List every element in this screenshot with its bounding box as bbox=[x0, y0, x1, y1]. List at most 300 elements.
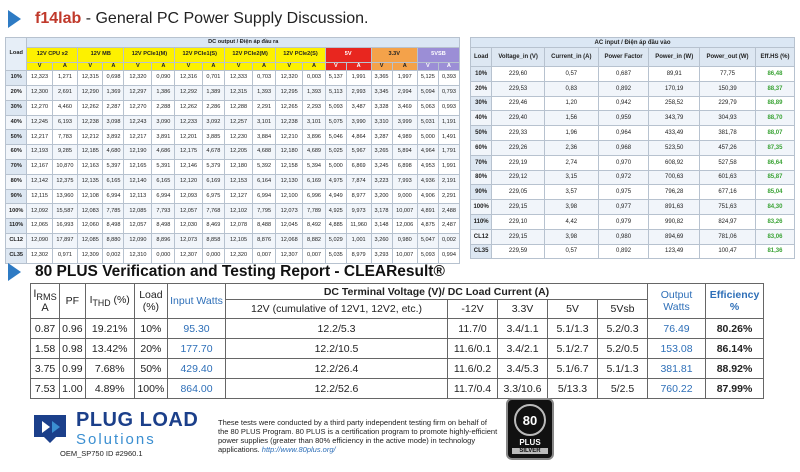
ac-cell: 229,53 bbox=[492, 81, 545, 96]
ac-cell: 700,63 bbox=[649, 170, 700, 185]
plus-link[interactable]: http://www.80plus.org/ bbox=[261, 445, 336, 454]
ac-cell: 86,64 bbox=[755, 155, 794, 170]
dc-cell: 3,098 bbox=[103, 115, 124, 130]
dc-cell: 13,960 bbox=[52, 189, 77, 204]
dc-va-header: A bbox=[103, 62, 124, 71]
dc-cell: 12,297 bbox=[124, 86, 152, 101]
ac-col-header: Current_in (A) bbox=[544, 48, 598, 67]
dc-cell: 12,375 bbox=[52, 174, 77, 189]
dc-cell: 4,949 bbox=[325, 189, 346, 204]
dc-cell: 0,000 bbox=[202, 248, 225, 263]
dc-cell: 3,310 bbox=[371, 115, 392, 130]
dc-cell: 4,875 bbox=[417, 219, 438, 234]
irms-header bbox=[31, 284, 60, 319]
plug-load-logo bbox=[30, 403, 200, 463]
dc-cell: 2,291 bbox=[438, 189, 459, 204]
dc-va-header: A bbox=[392, 62, 417, 71]
dc-cell: 7,789 bbox=[303, 204, 326, 219]
dc-cell: 8,492 bbox=[303, 219, 326, 234]
dc-cell: 5,046 bbox=[325, 130, 346, 145]
dc-cell: 2,488 bbox=[438, 204, 459, 219]
dc-cell: 12,045 bbox=[276, 219, 303, 234]
dc-row-load: 40% bbox=[6, 115, 27, 130]
dc-cell: 0,971 bbox=[52, 248, 77, 263]
report-cell: 381.81 bbox=[648, 359, 706, 379]
ac-title: AC input / Điện áp đầu vào bbox=[471, 38, 795, 48]
report-cell: 80.26% bbox=[706, 319, 764, 339]
dc-cell: 4,686 bbox=[152, 145, 175, 160]
dc-cell: 12,085 bbox=[78, 234, 103, 249]
ac-cell: 0,57 bbox=[544, 244, 598, 259]
report-cell: 0.96 bbox=[60, 319, 86, 339]
ac-cell: 229,46 bbox=[492, 96, 545, 111]
dc-cell: 6,869 bbox=[346, 160, 371, 175]
ac-cell: 0,959 bbox=[598, 111, 649, 126]
ac-cell: 229,40 bbox=[492, 111, 545, 126]
badge-plus: PLUS bbox=[519, 438, 541, 447]
dc-cell: 12,102 bbox=[225, 204, 253, 219]
ac-cell: 0,942 bbox=[598, 96, 649, 111]
dc-cell: 12,180 bbox=[276, 145, 303, 160]
report-cell: 5.1/1.3 bbox=[548, 319, 598, 339]
dc-cell: 11,960 bbox=[346, 219, 371, 234]
dc-cell: 12,060 bbox=[78, 219, 103, 234]
report-cell: 5/2.5 bbox=[598, 379, 648, 399]
report-cell: 19.21% bbox=[85, 319, 134, 339]
ithd-header bbox=[85, 284, 134, 319]
dc-table-row bbox=[6, 130, 460, 145]
dc-table-row bbox=[6, 145, 460, 160]
dc-table-row bbox=[6, 234, 460, 249]
dc-va-header: A bbox=[346, 62, 371, 71]
logo-line2: Solutions bbox=[76, 431, 156, 448]
ac-cell: 0,970 bbox=[598, 155, 649, 170]
ac-cell: 3,15 bbox=[544, 170, 598, 185]
dc-cell: 3,990 bbox=[346, 115, 371, 130]
dc-table-row bbox=[6, 86, 460, 101]
report-cell: 12.2/5.3 bbox=[226, 319, 448, 339]
dc-cell: 10,870 bbox=[52, 160, 77, 175]
report-cell: 100% bbox=[134, 379, 167, 399]
dc-cell: 12,073 bbox=[276, 204, 303, 219]
dc-cell: 2,691 bbox=[52, 86, 77, 101]
forum-title bbox=[35, 10, 368, 28]
dc-cell: 3,896 bbox=[303, 130, 326, 145]
dc-cell: 12,233 bbox=[175, 115, 202, 130]
ac-col-header: Power_in (W) bbox=[649, 48, 700, 67]
dc-cell: 12,245 bbox=[27, 115, 52, 130]
dc-cell: 5,093 bbox=[325, 100, 346, 115]
dc-cell: 15,587 bbox=[52, 204, 77, 219]
ac-cell: 0,977 bbox=[598, 200, 649, 215]
dc-cell: 1,386 bbox=[152, 86, 175, 101]
report-cell: 5.1/1.3 bbox=[598, 359, 648, 379]
ac-cell: 601,63 bbox=[700, 170, 756, 185]
dc-cell: 0,002 bbox=[438, 234, 459, 249]
dc-va-header: A bbox=[438, 62, 459, 71]
ac-cell: 3,98 bbox=[544, 200, 598, 215]
report-cell: 12.2/26.4 bbox=[226, 359, 448, 379]
dc-cell: 5,035 bbox=[325, 248, 346, 263]
col-m12v-header: -12V bbox=[448, 300, 498, 319]
dc-cell: 12,165 bbox=[124, 160, 152, 175]
ac-cell: 381,78 bbox=[700, 126, 756, 141]
dc-cell: 1,991 bbox=[438, 160, 459, 175]
dc-cell: 12,265 bbox=[276, 100, 303, 115]
load-label: Load bbox=[139, 289, 163, 301]
dc-cell: 4,891 bbox=[417, 204, 438, 219]
logo-line1: PLUG LOAD bbox=[76, 409, 199, 431]
dc-cell: 1,491 bbox=[438, 130, 459, 145]
dc-cell: 12,316 bbox=[175, 71, 202, 86]
dc-cell: 12,310 bbox=[124, 248, 152, 263]
dc-cell: 8,880 bbox=[103, 234, 124, 249]
report-cell: 88.92% bbox=[706, 359, 764, 379]
dc-cell: 6,898 bbox=[392, 160, 417, 175]
dc-cell: 9,285 bbox=[52, 145, 77, 160]
dc-cell: 12,193 bbox=[27, 145, 52, 160]
ac-cell: 0,57 bbox=[544, 67, 598, 82]
dc-cell: 6,169 bbox=[202, 174, 225, 189]
dc-cell: 12,142 bbox=[27, 174, 52, 189]
dc-cell: 1,791 bbox=[438, 145, 459, 160]
ac-cell: 0,964 bbox=[598, 126, 649, 141]
ac-cell: 677,16 bbox=[700, 185, 756, 200]
dc-cell: 2,191 bbox=[438, 174, 459, 189]
report-cell: 20% bbox=[134, 339, 167, 359]
dc-cell: 12,307 bbox=[276, 248, 303, 263]
report-table bbox=[30, 283, 764, 399]
dc-cell: 8,498 bbox=[152, 219, 175, 234]
dc-cell: 12,185 bbox=[78, 145, 103, 160]
title-label: - General PC Power Supply Discussion. bbox=[81, 10, 369, 27]
irms-sub: RMS bbox=[36, 292, 57, 303]
dc-cell: 9,973 bbox=[346, 204, 371, 219]
dc-cell: 5,063 bbox=[417, 100, 438, 115]
badge-level: SILVER bbox=[512, 448, 548, 454]
load-header bbox=[134, 284, 167, 319]
report-cell: 7.53 bbox=[31, 379, 60, 399]
report-cell: 11.6/0.2 bbox=[448, 359, 498, 379]
ac-cell: 0,975 bbox=[598, 185, 649, 200]
ac-cell: 87,35 bbox=[755, 140, 794, 155]
dc-cell: 6,164 bbox=[253, 174, 276, 189]
dc-va-header: A bbox=[253, 62, 276, 71]
dc-cell: 0,698 bbox=[103, 71, 124, 86]
dc-cell: 3,891 bbox=[152, 130, 175, 145]
report-cell: 5.1/6.7 bbox=[548, 359, 598, 379]
ithd-sub: THD bbox=[92, 298, 111, 309]
ac-cell: 4,42 bbox=[544, 214, 598, 229]
dc-cell: 7,783 bbox=[52, 130, 77, 145]
dc-cell: 5,094 bbox=[417, 86, 438, 101]
dc-cell: 12,290 bbox=[78, 86, 103, 101]
dc-row-load: 60% bbox=[6, 145, 27, 160]
col-33v-header: 3.3V bbox=[498, 300, 548, 319]
efficiency-label: Efficiency bbox=[709, 289, 760, 301]
dc-cell: 8,876 bbox=[253, 234, 276, 249]
dc-cell: 8,498 bbox=[103, 219, 124, 234]
dc-cell: 12,320 bbox=[225, 248, 253, 263]
ac-row-load: CL35 bbox=[471, 244, 492, 259]
report-cell: 5.2/0.5 bbox=[598, 339, 648, 359]
ac-cell: 343,79 bbox=[649, 111, 700, 126]
plug-load-mark-icon bbox=[30, 411, 70, 445]
dc-cell: 7,793 bbox=[152, 204, 175, 219]
dc-col-header: 12V PCIe1(M) bbox=[124, 48, 175, 63]
dc-cell: 8,469 bbox=[202, 219, 225, 234]
report-header bbox=[0, 259, 445, 285]
dc-col-header: 12V MB bbox=[78, 48, 124, 63]
input-watts-header: Input Watts bbox=[168, 284, 226, 319]
dc-row-load: 80% bbox=[6, 174, 27, 189]
dc-cell: 12,320 bbox=[124, 71, 152, 86]
dc-cell: 4,964 bbox=[417, 145, 438, 160]
ac-row-load: 30% bbox=[471, 96, 492, 111]
report-cell: 3.3/10.6 bbox=[498, 379, 548, 399]
ac-row-load: 40% bbox=[471, 111, 492, 126]
dc-va-header: A bbox=[202, 62, 225, 71]
report-cell: 5.1/2.7 bbox=[548, 339, 598, 359]
dc-cell: 1,393 bbox=[303, 86, 326, 101]
dc-cell: 1,001 bbox=[346, 234, 371, 249]
ac-cell: 83,26 bbox=[755, 214, 794, 229]
ac-cell: 751,63 bbox=[700, 200, 756, 215]
dc-cell: 12,288 bbox=[225, 100, 253, 115]
dc-cell: 12,243 bbox=[124, 115, 152, 130]
ac-cell: 229,10 bbox=[492, 214, 545, 229]
dc-cell: 3,884 bbox=[253, 130, 276, 145]
col-5v-header: 5V bbox=[548, 300, 598, 319]
col-12v-header: 12V (cumulative of 12V1, 12V2, etc.) bbox=[226, 300, 448, 319]
dc-cell: 4,989 bbox=[392, 130, 417, 145]
dc-table-row bbox=[6, 71, 460, 86]
ac-row-load: 110% bbox=[471, 214, 492, 229]
ac-cell: 0,972 bbox=[598, 170, 649, 185]
dc-cell: 12,205 bbox=[225, 145, 253, 160]
ac-cell: 86,48 bbox=[755, 67, 794, 82]
dc-cell: 6,165 bbox=[103, 174, 124, 189]
dc-cell: 12,212 bbox=[78, 130, 103, 145]
ac-table-row bbox=[471, 155, 795, 170]
dc-cell: 3,260 bbox=[371, 234, 392, 249]
dc-cell: 3,223 bbox=[371, 174, 392, 189]
report-cell: 11.6/0.1 bbox=[448, 339, 498, 359]
dc-cell: 4,975 bbox=[325, 174, 346, 189]
dc-cell: 4,936 bbox=[417, 174, 438, 189]
report-cell: 5.2/0.3 bbox=[598, 319, 648, 339]
dc-cell: 10,007 bbox=[392, 204, 417, 219]
ac-cell: 1,56 bbox=[544, 111, 598, 126]
dc-cell: 5,397 bbox=[103, 160, 124, 175]
dc-cell: 12,006 bbox=[392, 219, 417, 234]
report-cell: 0.87 bbox=[31, 319, 60, 339]
dc-cell: 5,031 bbox=[417, 115, 438, 130]
dc-cell: 12,127 bbox=[225, 189, 253, 204]
dc-va-header: V bbox=[371, 62, 392, 71]
dc-cell: 1,393 bbox=[253, 86, 276, 101]
dc-title: DC output / Điện áp đầu ra bbox=[27, 38, 460, 48]
dc-cell: 12,092 bbox=[27, 204, 52, 219]
dc-cell: 4,688 bbox=[253, 145, 276, 160]
dc-cell: 12,090 bbox=[124, 234, 152, 249]
dc-cell: 12,302 bbox=[27, 248, 52, 263]
dc-cell: 5,394 bbox=[303, 160, 326, 175]
dc-col-header: 5V bbox=[325, 48, 371, 63]
report-cell: 50% bbox=[134, 359, 167, 379]
dc-cell: 3,265 bbox=[371, 145, 392, 160]
report-cell: 177.70 bbox=[168, 339, 226, 359]
dc-table-row bbox=[6, 204, 460, 219]
dc-cell: 5,125 bbox=[417, 71, 438, 86]
ac-row-load: 50% bbox=[471, 126, 492, 141]
dc-cell: 8,896 bbox=[152, 234, 175, 249]
dc-cell: 4,680 bbox=[103, 145, 124, 160]
ac-cell: 229,15 bbox=[492, 200, 545, 215]
dc-cell: 6,975 bbox=[202, 189, 225, 204]
dc-va-header: V bbox=[325, 62, 346, 71]
ac-col-header: Power_out (W) bbox=[700, 48, 756, 67]
irms-label: I bbox=[33, 287, 37, 300]
ac-cell: 229,59 bbox=[492, 244, 545, 259]
dc-cell: 8,979 bbox=[346, 248, 371, 263]
dc-cell: 12,153 bbox=[225, 174, 253, 189]
report-cell: 10% bbox=[134, 319, 167, 339]
dc-cell: 12,130 bbox=[276, 174, 303, 189]
efficiency-unit: % bbox=[729, 301, 740, 313]
dc-cell: 12,030 bbox=[175, 219, 202, 234]
dc-cell: 10,007 bbox=[392, 248, 417, 263]
dc-cell: 0,703 bbox=[253, 71, 276, 86]
dc-cell: 5,025 bbox=[325, 145, 346, 160]
report-cell: 1.58 bbox=[31, 339, 60, 359]
dc-cell: 9,000 bbox=[392, 189, 417, 204]
dc-cell: 0,701 bbox=[202, 71, 225, 86]
dc-cell: 2,487 bbox=[438, 219, 459, 234]
dc-cell: 12,270 bbox=[27, 100, 52, 115]
ac-table-row bbox=[471, 81, 795, 96]
arrow-icon bbox=[8, 10, 21, 28]
report-cell: 95.30 bbox=[168, 319, 226, 339]
dc-cell: 12,073 bbox=[175, 234, 202, 249]
ac-table-row bbox=[471, 111, 795, 126]
ac-cell: 433,49 bbox=[649, 126, 700, 141]
ac-cell: 150,39 bbox=[700, 81, 756, 96]
report-row bbox=[31, 339, 764, 359]
dc-cell: 3,101 bbox=[253, 115, 276, 130]
ac-cell: 0,83 bbox=[544, 81, 598, 96]
dc-cell: 7,795 bbox=[253, 204, 276, 219]
dc-cell: 3,148 bbox=[371, 219, 392, 234]
dc-cell: 3,092 bbox=[202, 115, 225, 130]
dc-col-header: 12V PCIe2(S) bbox=[276, 48, 326, 63]
dc-cell: 12,323 bbox=[27, 71, 52, 86]
dc-cell: 1,369 bbox=[103, 86, 124, 101]
dc-cell: 3,999 bbox=[392, 115, 417, 130]
dc-cell: 3,178 bbox=[371, 204, 392, 219]
report-cell: 86.14% bbox=[706, 339, 764, 359]
dc-cell: 5,894 bbox=[392, 145, 417, 160]
dc-cell: 6,165 bbox=[152, 174, 175, 189]
dc-table-row bbox=[6, 115, 460, 130]
report-row bbox=[31, 379, 764, 399]
dc-cell: 1,991 bbox=[346, 71, 371, 86]
dc-cell: 12,068 bbox=[276, 234, 303, 249]
ac-table-row bbox=[471, 126, 795, 141]
dc-cell: 12,315 bbox=[78, 71, 103, 86]
dc-cell: 2,288 bbox=[152, 100, 175, 115]
dc-cell: 12,085 bbox=[124, 204, 152, 219]
dc-cell: 4,689 bbox=[303, 145, 326, 160]
report-cell: 3.75 bbox=[31, 359, 60, 379]
dc-cell: 12,190 bbox=[124, 145, 152, 160]
ac-table-row bbox=[471, 170, 795, 185]
ac-table-row bbox=[471, 214, 795, 229]
dc-cell: 12,201 bbox=[175, 130, 202, 145]
ac-row-load: 80% bbox=[471, 170, 492, 185]
dc-cell: 2,293 bbox=[303, 100, 326, 115]
report-row bbox=[31, 359, 764, 379]
ac-cell: 229,12 bbox=[492, 170, 545, 185]
ac-cell: 77,75 bbox=[700, 67, 756, 82]
report-cell: 760.22 bbox=[648, 379, 706, 399]
dc-row-load: CL35 bbox=[6, 248, 27, 263]
dc-row-load: 110% bbox=[6, 219, 27, 234]
report-cell: 3.4/5.3 bbox=[498, 359, 548, 379]
ac-row-load: 20% bbox=[471, 81, 492, 96]
dc-cell: 12,100 bbox=[276, 189, 303, 204]
dc-cell: 12,210 bbox=[276, 130, 303, 145]
dc-cell: 12,078 bbox=[225, 219, 253, 234]
dc-cell: 0,000 bbox=[152, 248, 175, 263]
dc-cell: 5,967 bbox=[346, 145, 371, 160]
arrow-icon bbox=[8, 263, 21, 281]
dc-cell: 12,262 bbox=[175, 100, 202, 115]
dc-cell: 4,885 bbox=[325, 219, 346, 234]
dc-row-load: 90% bbox=[6, 189, 27, 204]
ac-cell: 81,36 bbox=[755, 244, 794, 259]
ac-cell: 608,92 bbox=[649, 155, 700, 170]
dc-cell: 12,105 bbox=[225, 234, 253, 249]
dc-cell: 3,469 bbox=[392, 100, 417, 115]
dc-cell: 12,115 bbox=[27, 189, 52, 204]
dc-cell: 0,007 bbox=[303, 248, 326, 263]
ithd-unit: (%) bbox=[113, 293, 130, 306]
ac-cell: 0,968 bbox=[598, 140, 649, 155]
ac-cell: 229,19 bbox=[492, 155, 545, 170]
ac-cell: 84,30 bbox=[755, 200, 794, 215]
dc-cell: 6,994 bbox=[253, 189, 276, 204]
dc-cell: 12,307 bbox=[175, 248, 202, 263]
dc-cell: 2,287 bbox=[103, 100, 124, 115]
dc-cell: 12,090 bbox=[27, 234, 52, 249]
dc-cell: 4,864 bbox=[346, 130, 371, 145]
dc-cell: 12,238 bbox=[78, 115, 103, 130]
report-cell: 76.49 bbox=[648, 319, 706, 339]
report-cell: 12.2/10.5 bbox=[226, 339, 448, 359]
report-cell: 864.00 bbox=[168, 379, 226, 399]
col-5vsb-header: 5Vsb bbox=[598, 300, 648, 319]
dc-cell: 6,193 bbox=[52, 115, 77, 130]
dc-cell: 5,093 bbox=[417, 248, 438, 263]
dc-cell: 3,101 bbox=[303, 115, 326, 130]
ac-cell: 229,79 bbox=[700, 96, 756, 111]
ac-table-row bbox=[471, 200, 795, 215]
ac-table-row bbox=[471, 140, 795, 155]
dc-va-header: V bbox=[78, 62, 103, 71]
dc-cell: 5,113 bbox=[325, 86, 346, 101]
dc-row-load: 20% bbox=[6, 86, 27, 101]
